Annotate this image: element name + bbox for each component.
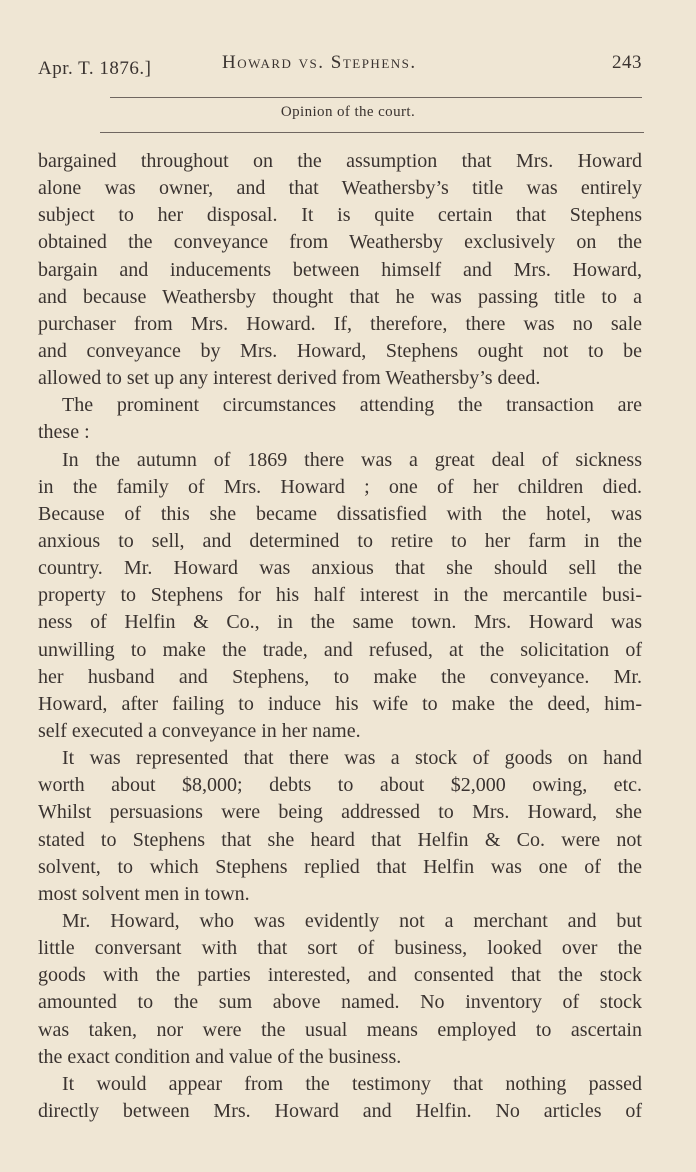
- text-line: It would appear from the testimony that nothing passed: [62, 1072, 642, 1095]
- running-head: [38, 52, 642, 82]
- text-line: and because Weathersby thought that he was passing title to a: [38, 285, 642, 308]
- text-line: property to Stephens for his half interest in the mercantile busi-: [38, 584, 642, 607]
- text-line: these :: [38, 421, 90, 444]
- text-line: Whilst persuasions were being addressed to Mrs. Howard, she: [38, 801, 642, 824]
- text-line: ness of Helfin & Co., in the same town. Mrs. Howard was: [38, 611, 642, 634]
- text-line: unwilling to make the trade, and refused, at the solicitation of: [38, 638, 642, 661]
- text-line: purchaser from Mrs. Howard. If, therefore, there was no sale: [38, 312, 642, 335]
- text-line: allowed to set up any interest derived from Weathersby’s deed.: [38, 367, 541, 390]
- text-line: alone was owner, and that Weathersby’s title was entirely: [38, 177, 642, 200]
- text-line: amounted to the sum above named. No inventory of stock: [38, 991, 642, 1014]
- text-line: stated to Stephens that she heard that Helfin & Co. were not: [38, 828, 642, 851]
- text-line: most solvent men in town.: [38, 882, 250, 905]
- text-line: The prominent circumstances attending the transaction are: [62, 394, 642, 417]
- text-line: Because of this she became dissatisfied with the hotel, was: [38, 502, 642, 525]
- text-line: subject to her disposal. It is quite certain that Stephens: [38, 204, 642, 227]
- text-line: It was represented that there was a stock of goods on hand: [62, 747, 642, 770]
- text-line: Howard, after failing to induce his wife to make the deed, him-: [38, 692, 642, 715]
- text-line: was taken, nor were the usual means employed to ascertain: [38, 1018, 642, 1041]
- text-line: in the family of Mrs. Howard ; one of her children died.: [38, 475, 642, 498]
- text-line: In the autumn of 1869 there was a great deal of sickness: [62, 448, 642, 471]
- header-rule-bottom: [100, 132, 644, 133]
- text-line: her husband and Stephens, to make the conveyance. Mr.: [38, 665, 642, 688]
- text-line: country. Mr. Howard was anxious that she should sell the: [38, 557, 642, 580]
- header-rule-top: [110, 97, 642, 98]
- text-line: little conversant with that sort of business, looked over the: [38, 937, 642, 960]
- running-head-term: Apr. T. 1876.]: [38, 58, 152, 79]
- text-line: anxious to sell, and determined to retire to her farm in the: [38, 529, 642, 552]
- text-line: bargain and inducements between himself and Mrs. Howard,: [38, 258, 642, 281]
- text-line: worth about $8,000; debts to about $2,000 owing, etc.: [38, 774, 642, 797]
- section-heading: Opinion of the court.: [280, 104, 416, 120]
- text-line: directly between Mrs. Howard and Helfin. No articles of: [38, 1099, 642, 1122]
- page-number: 243: [612, 52, 642, 73]
- text-line: goods with the parties interested, and consented that the stock: [38, 964, 642, 987]
- text-line: and conveyance by Mrs. Howard, Stephens ought not to be: [38, 339, 642, 362]
- text-line: obtained the conveyance from Weathersby exclusively on the: [38, 231, 642, 254]
- running-head-case-title: Howard vs. Stephens.: [222, 52, 417, 73]
- text-line: solvent, to which Stephens replied that Helfin was one of the: [38, 855, 642, 878]
- text-line: the exact condition and value of the business.: [38, 1045, 402, 1068]
- text-line: Mr. Howard, who was evidently not a merchant and but: [62, 909, 642, 932]
- text-line: self executed a conveyance in her name.: [38, 719, 361, 742]
- text-line: bargained throughout on the assumption that Mrs. Howard: [38, 150, 642, 172]
- opinion-body-text: [38, 148, 642, 1125]
